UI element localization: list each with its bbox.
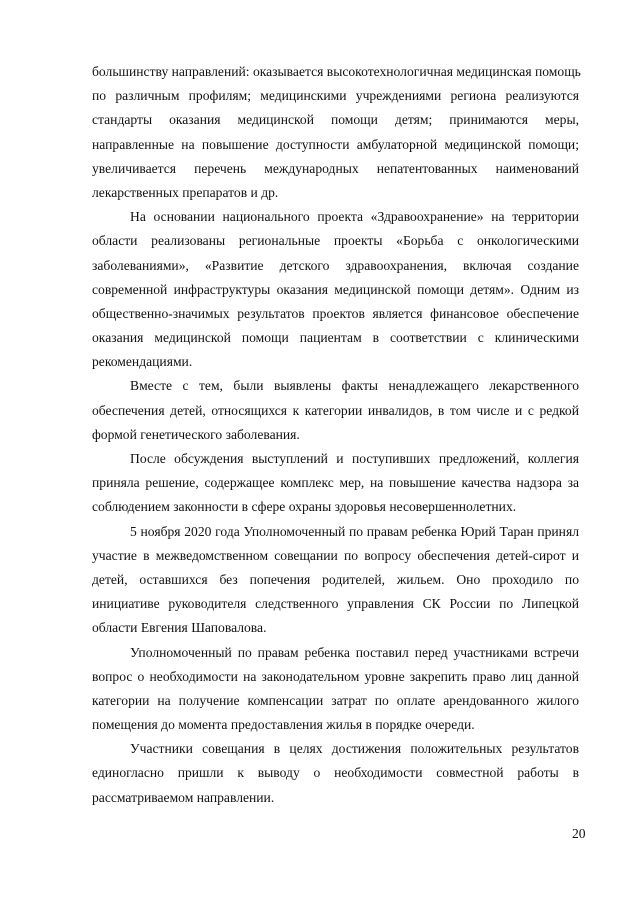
text-line: стандарты оказания медицинской помощи детям; принимаются меры, <box>92 112 579 128</box>
paragraph <box>92 447 579 520</box>
text-line: участие в межведомственном совещании по вопросу обеспечения детей-сирот и <box>92 547 579 563</box>
paragraph <box>92 641 579 738</box>
paragraph <box>92 374 579 447</box>
text-line: рассматриваемом направлении. <box>92 789 275 805</box>
text-line: обеспечения детей, относящихся к категории инвалидов, в том числе и с редкой <box>92 402 579 418</box>
text-line: по различным профилям; медицинскими учреждениями региона реализуются <box>92 88 579 104</box>
text-line: современной инфраструктуры оказания медицинской помощи детям». Одним из <box>92 281 579 297</box>
paragraph <box>92 737 579 810</box>
text-line: На основании национального проекта «Здравоохранение» на территории <box>130 209 579 225</box>
page-number: 20 <box>572 826 586 841</box>
paragraph <box>92 205 579 374</box>
text-line: детей, оставшихся без попечения родителей, жильем. Оно проходило по <box>92 571 579 587</box>
text-line: Вместе с тем, были выявлены факты ненадлежащего лекарственного <box>130 378 579 394</box>
text-line: Уполномоченный по правам ребенка поставил перед участниками встречи <box>130 644 579 660</box>
text-line: области реализованы региональные проекты «Борьба с онкологическими <box>92 233 579 249</box>
text-line: помещения до момента предоставления жилья в порядке очереди. <box>92 717 475 733</box>
text-line: приняла решение, содержащее комплекс мер, на повышение качества надзора за <box>92 475 579 491</box>
text-line: увеличивается перечень международных непатентованных наименований <box>92 160 579 176</box>
text-line: рекомендациями. <box>92 354 193 370</box>
text-line: направленные на повышение доступности амбулаторной медицинской помощи; <box>92 136 579 152</box>
text-line: После обсуждения выступлений и поступивших предложений, коллегия <box>130 451 579 466</box>
text-line: оказания медицинской помощи пациентам в соответствии с клиническими <box>92 330 579 346</box>
text-line: области Евгения Шаповалова. <box>92 620 267 636</box>
text-line: Участники совещания в целях достижения положительных результатов <box>130 741 579 757</box>
text-line: общественно-значимых результатов проектов является финансовое обеспечение <box>92 305 579 321</box>
paragraph <box>92 520 579 641</box>
text-line: формой генетического заболевания. <box>92 426 300 442</box>
text-line: большинству направлений: оказывается высокотехнологичная медицинская помощь <box>92 64 581 79</box>
text-line: соблюдением законности в сфере охраны здоровья несовершеннолетних. <box>92 499 517 515</box>
paragraph <box>92 60 579 205</box>
text-line: единогласно пришли к выводу о необходимости совместной работы в <box>92 765 579 781</box>
text-line: инициативе руководителя следственного управления СК России по Липецкой <box>92 596 579 612</box>
document-body <box>92 60 579 810</box>
text-line: вопрос о необходимости на законодательном уровне закрепить право лиц данной <box>92 668 579 684</box>
text-line: 5 ноября 2020 года Уполномоченный по правам ребенка Юрий Таран принял <box>130 523 579 539</box>
text-line: заболеваниями», «Развитие детского здравоохранения, включая создание <box>92 257 579 273</box>
text-line: категории на получение компенсации затрат по оплате арендованного жилого <box>92 692 579 708</box>
text-line: лекарственных препаратов и др. <box>92 184 279 200</box>
